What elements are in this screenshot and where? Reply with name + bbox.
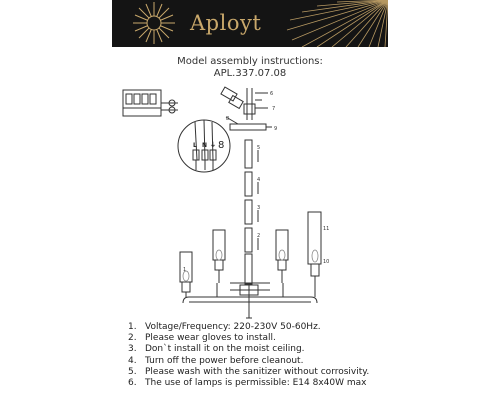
rod-segment bbox=[245, 228, 252, 252]
part-label: 11 bbox=[323, 226, 330, 232]
part-label: 6 bbox=[270, 91, 274, 97]
part-label: 8 bbox=[226, 116, 230, 122]
rod-segment bbox=[245, 172, 252, 196]
rod-segment bbox=[245, 254, 252, 284]
list-item: 2. Please wear gloves to install. bbox=[128, 333, 276, 344]
instructions-list bbox=[128, 322, 369, 389]
part-label: 5 bbox=[257, 145, 261, 151]
model-number: APL.337.07.08 bbox=[213, 68, 287, 79]
brand-logo-text: Aployt bbox=[190, 11, 262, 35]
part-label: 7 bbox=[272, 106, 276, 112]
part-label: 4 bbox=[257, 177, 261, 183]
list-item: 3. Don`t install it on the moist ceiling. bbox=[128, 344, 305, 355]
part-label: 10 bbox=[323, 259, 330, 265]
wiring-label-l: L bbox=[193, 142, 197, 149]
rod-segment bbox=[245, 200, 252, 224]
list-item: 1. Voltage/Frequency: 220-230V 50-60Hz. bbox=[128, 322, 321, 332]
part-label: 1 bbox=[183, 267, 187, 273]
part-label: 8 bbox=[218, 140, 225, 151]
instructions-title: Model assembly instructions: bbox=[177, 56, 323, 67]
wiring-label-n: N bbox=[202, 142, 208, 149]
list-item: 5. Please wash with the sanitizer without corrosivity. bbox=[128, 366, 370, 377]
part-label: 9 bbox=[274, 126, 278, 132]
list-item: 6. The use of lamps is permissible: E14 8x40W max bbox=[128, 378, 367, 389]
ground-icon: ⏚ bbox=[210, 142, 217, 149]
part-label: 2 bbox=[257, 233, 261, 239]
part-label: 3 bbox=[257, 205, 261, 211]
list-item: 4. Turn off the power before cleanout. bbox=[128, 355, 304, 366]
rod-segment bbox=[245, 140, 252, 168]
